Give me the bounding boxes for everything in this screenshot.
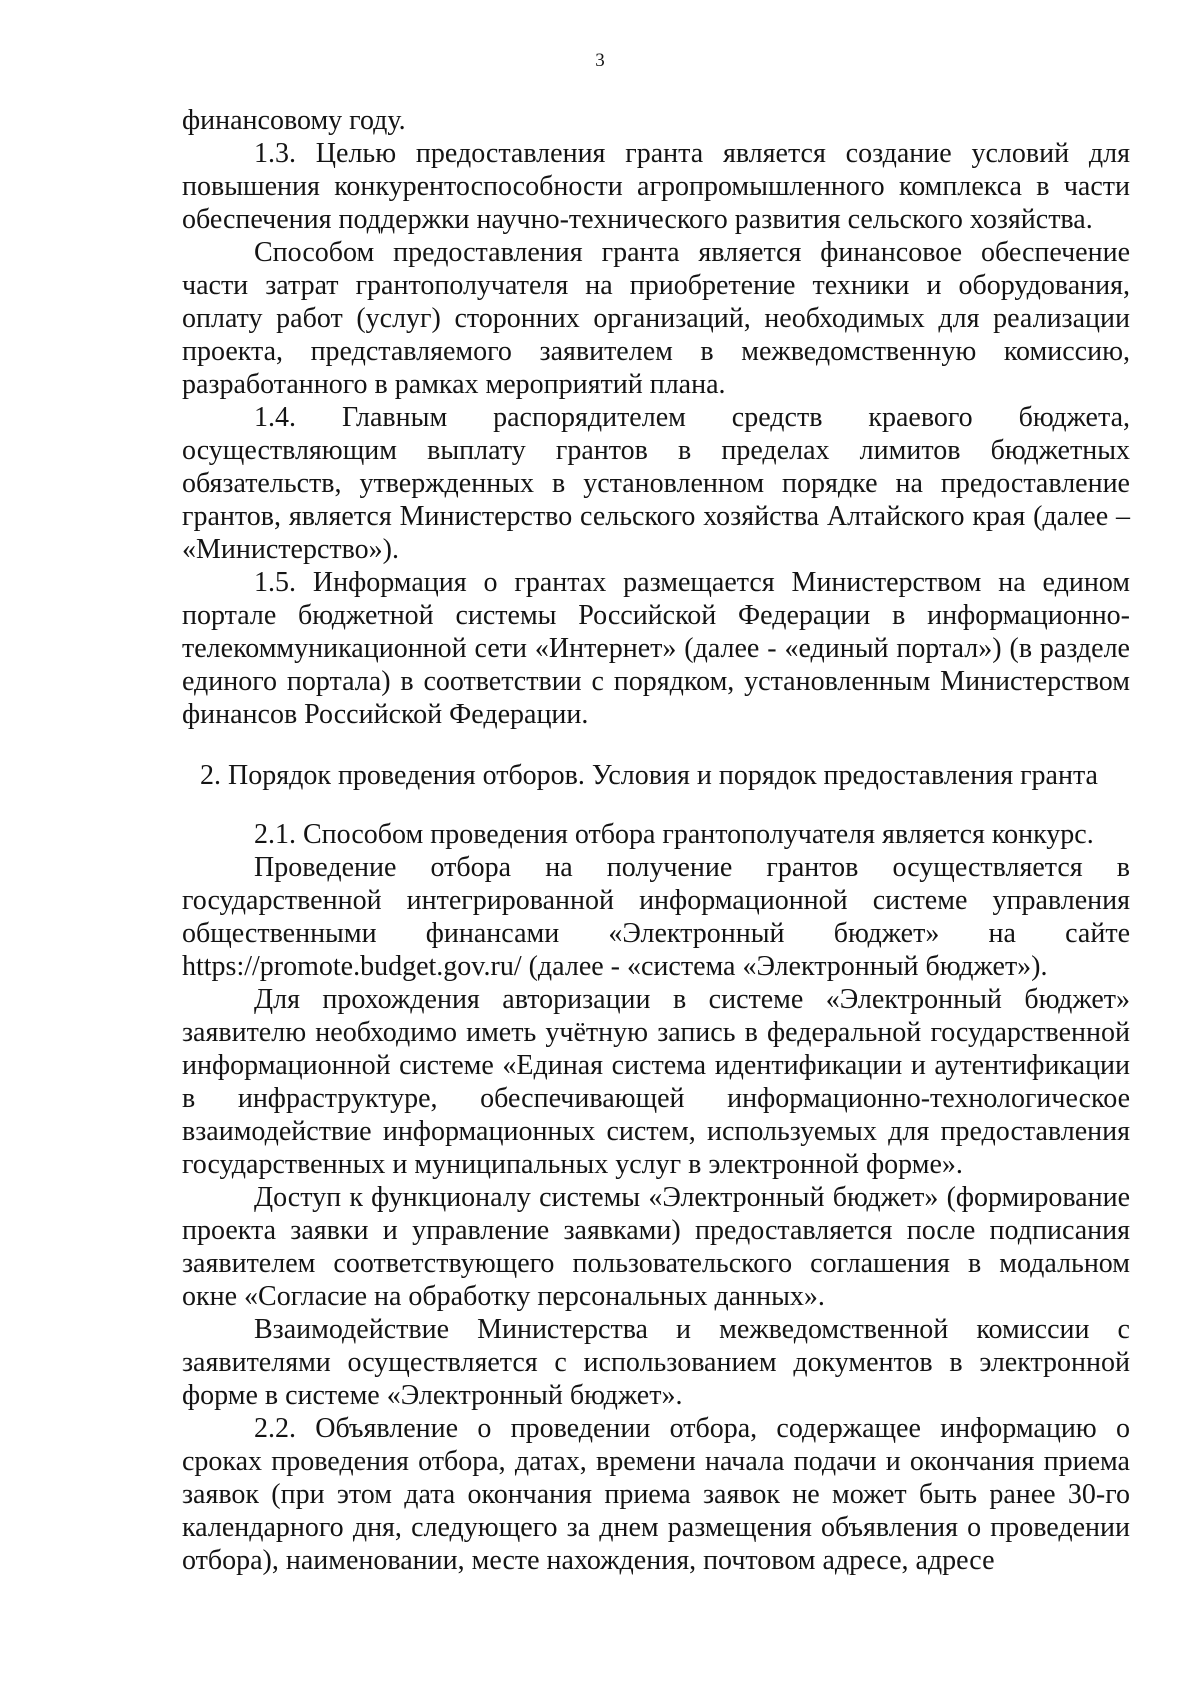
paragraph-p-2-1-b: Проведение отбора на получение грантов осуществляется в государственной интегрированной информационной системе управления общественными финансами «Электронный бюджет» на сайте https://promote.budget.gov.ru/ (далее - «система «Электронный бюджет»). [182,852,1130,982]
paragraph-p-2-1-c: Для прохождения авторизации в системе «Электронный бюджет» заявителю необходимо иметь учётную запись в федеральной государственной информационной системе «Единая система идентификации и аутентификации в инфраструктуре, обеспечивающей информационно-технологическое взаимодействие информационных систем, используемых для предоставления государственных и муниципальных услуг в электронной форме». [182,984,1130,1180]
paragraphs-after-heading [182,818,1130,1577]
paragraph-p-1-3-b: Способом предоставления гранта является финансовое обеспечение части затрат грантополучателя на приобретение техники и оборудования, оплату работ (услуг) сторонних организаций, необходимых для реализации проекта, представляемого заявителем в межведомственную комиссию, разработанного в рамках мероприятий плана. [182,237,1130,400]
paragraphs-before-heading [182,104,1130,731]
paragraph-p-1-5: 1.5. Информация о грантах размещается Министерством на едином портале бюджетной системы Российской Федерации в информационно-телекоммуникационной сети «Интернет» (далее - «единый портал») (в разделе единого портала) в соответствии с порядком, установленным Министерством финансов Российской Федерации. [182,567,1130,730]
paragraph-p-cont: финансовому году. [182,105,406,136]
paragraph-p-2-1-d: Доступ к функционалу системы «Электронный бюджет» (формирование проекта заявки и управление заявками) предоставляется после подписания заявителем соответствующего пользовательского соглашения в модальном окне «Согласие на обработку персональных данных». [182,1182,1130,1312]
page-number: 3 [595,50,605,71]
document-body [182,104,1130,1577]
section-heading: 2. Порядок проведения отборов. Условия и порядок предоставления гранта [200,760,1098,791]
paragraph-p-1-3: 1.3. Целью предоставления гранта является создание условий для повышения конкурентоспособности агропромышленного комплекса в части обеспечения поддержки научно-технического развития сельского хозяйства. [182,138,1130,235]
paragraph-p-2-2: 2.2. Объявление о проведении отбора, содержащее информацию о сроках проведения отбора, датах, времени начала подачи и окончания приема заявок (при этом дата окончания приема заявок не может быть ранее 30-го календарного дня, следующего за днем размещения объявления о проведении отбора), наименовании, месте нахождения, почтовом адресе, адресе [182,1413,1130,1576]
paragraph-p-2-1: 2.1. Способом проведения отбора грантополучателя является конкурс. [254,819,1094,850]
paragraph-p-2-1-e: Взаимодействие Министерства и межведомственной комиссии с заявителями осуществляется с использованием документов в электронной форме в системе «Электронный бюджет». [182,1314,1130,1411]
paragraph-p-1-4: 1.4. Главным распорядителем средств краевого бюджета, осуществляющим выплату грантов в пределах лимитов бюджетных обязательств, утвержденных в установленном порядке на предоставление грантов, является Министерство сельского хозяйства Алтайского края (далее – «Министерство»). [182,402,1130,565]
